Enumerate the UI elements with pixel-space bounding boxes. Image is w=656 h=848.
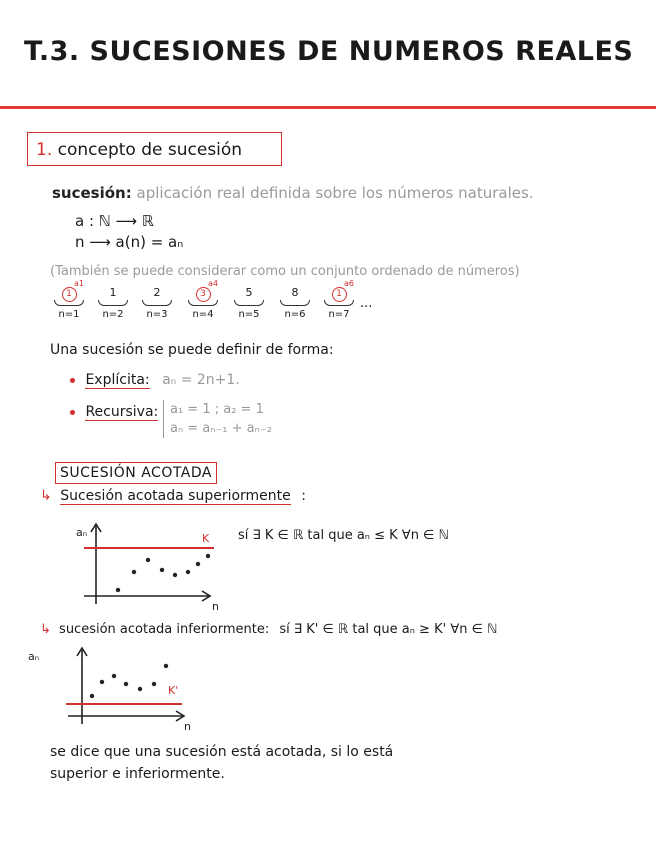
upper-bound-graph [70,520,230,612]
data-point [90,694,94,698]
upper-k-label: K [202,532,210,545]
definition-note: (También se puede considerar como un conjunto ordenado de números) [50,264,520,279]
upper-bound-heading [40,488,306,504]
lower-bound-graph [28,644,198,732]
lower-bound-heading [40,622,497,637]
data-point [124,682,128,686]
data-point [206,554,210,558]
recursive-form [70,404,158,420]
sequence-brace [234,300,264,306]
explicit-form [70,372,240,388]
sequence-example [50,279,380,326]
sequence-value: 1 [62,287,77,302]
data-point [100,680,104,684]
upper-bound-label: Sucesión acotada superiormente [60,488,291,504]
sequence-value: 2 [153,286,161,299]
data-point [132,570,136,574]
sequence-item [94,286,132,320]
sequence-value: 5 [245,286,253,299]
data-point [196,562,200,566]
sequence-index: n=3 [146,309,168,320]
sequence-term-label: a6 [344,279,354,288]
section-1-number: 1. [36,140,53,160]
data-point [173,573,177,577]
sequence-ellipsis: ... [360,296,373,311]
sequence-value: 1 [109,286,117,299]
sequence-index: n=1 [58,309,80,320]
sequence-item [230,286,268,320]
data-point [146,558,150,562]
bullet-dot [70,410,75,415]
section-1-label: concepto de sucesión [57,140,243,160]
explicit-label: Explícita: [85,372,150,388]
bounded-heading: SUCESIÓN ACOTADA [55,462,217,484]
sequence-index: n=5 [238,309,260,320]
sequence-item [138,286,176,320]
data-point [186,570,190,574]
arrow-icon: ↳ [40,488,52,504]
sequence-value: 8 [291,286,299,299]
upper-bound-condition: sí ∃ K ∈ ℝ tal que aₙ ≤ K ∀n ∈ ℕ [238,528,449,543]
sequence-item [184,279,222,320]
conclusion-line-2: superior e inferiormente. [50,766,225,782]
sequence-item [276,286,314,320]
definition-term: sucesión: [52,184,132,202]
definition-text: aplicación real definida sobre los números naturales. [136,184,534,202]
title-divider [0,106,656,109]
data-point [112,674,116,678]
recursive-line-2: aₙ = aₙ₋₁ + aₙ₋₂ [170,421,272,436]
sequence-index: n=7 [328,309,350,320]
data-point [164,664,168,668]
sequence-item [320,279,358,320]
sequence-value: 1 [332,287,347,302]
lower-k-label: K' [168,684,179,697]
sequence-brace [98,300,128,306]
page-title: T.3. SUCESIONES DE NUMEROS REALES [24,36,634,67]
sequence-value: 3 [196,287,211,302]
recursive-line-1: a₁ = 1 ; a₂ = 1 [170,402,264,417]
x-axis-label: n [212,600,219,612]
data-point [116,588,120,592]
recursive-label: Recursiva: [85,404,159,420]
sequence-term-label: a4 [208,279,218,288]
sequence-term-label: a1 [74,279,84,288]
data-point [138,687,142,691]
upper-bound-colon: : [301,488,306,504]
x-axis-label: n [184,720,191,732]
data-point [152,682,156,686]
forms-intro: Una sucesión se puede definir de forma: [50,342,334,358]
definition-line [52,184,534,202]
mapping-line-1: a : ℕ ⟶ ℝ [75,212,154,230]
arrow-icon: ↳ [40,622,51,637]
conclusion-line-1: se dice que una sucesión está acotada, si lo está [50,744,394,760]
lower-bound-condition: sí ∃ K' ∈ ℝ tal que aₙ ≥ K' ∀n ∈ ℕ [279,622,498,637]
y-axis-label: aₙ [76,526,88,539]
sequence-index: n=6 [284,309,306,320]
sequence-brace [142,300,172,306]
bullet-dot [70,378,75,383]
section-1-heading [27,132,282,166]
sequence-index: n=2 [102,309,124,320]
lower-bound-label: sucesión acotada inferiormente: [59,622,270,637]
recursive-system [163,400,272,438]
explicit-formula: aₙ = 2n+1. [162,372,240,388]
sequence-index: n=4 [192,309,214,320]
sequence-item [50,279,88,320]
mapping-line-2: n ⟶ a(n) = aₙ [75,233,184,251]
sequence-brace [280,300,310,306]
y-axis-label: aₙ [28,650,40,663]
data-point [160,568,164,572]
